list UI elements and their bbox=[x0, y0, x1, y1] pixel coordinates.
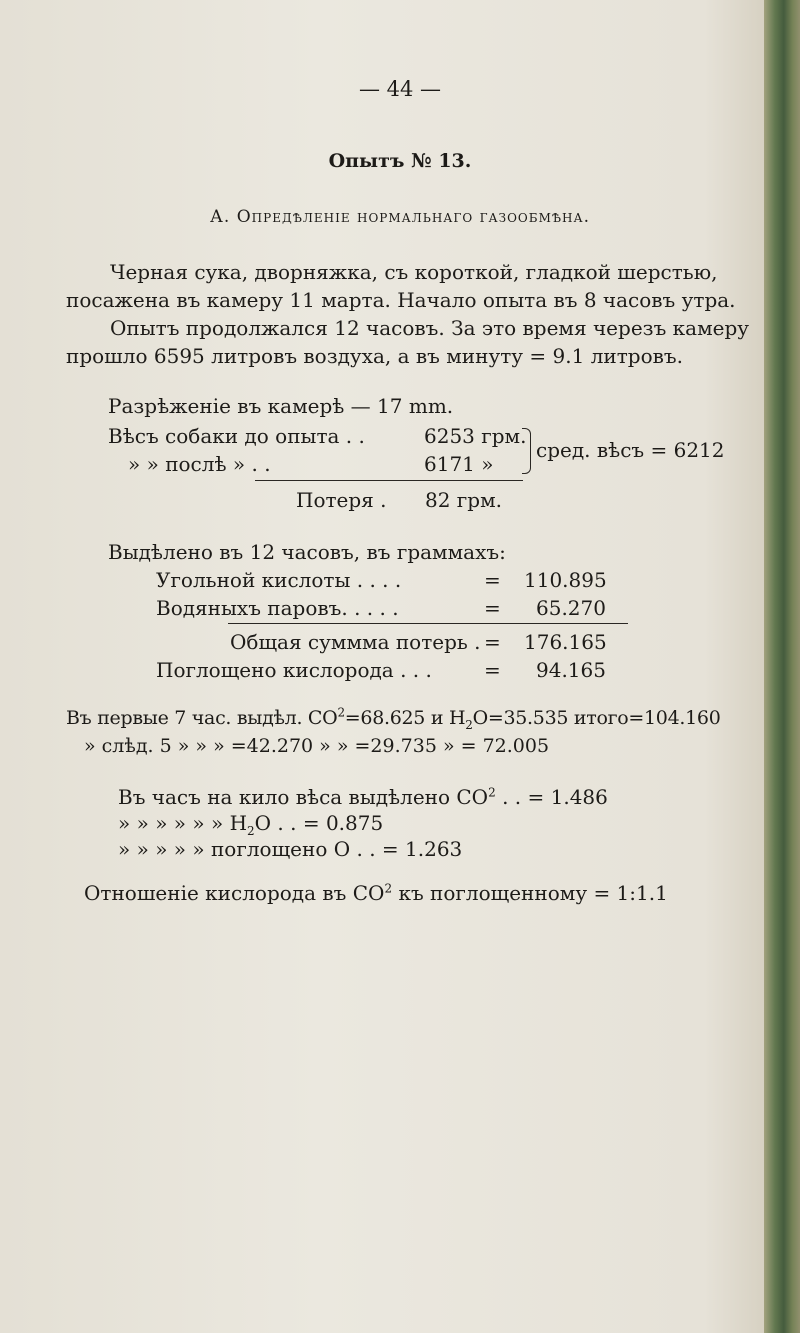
emitted-water-value: 65.270 bbox=[536, 596, 606, 620]
oxygen-value: 94.165 bbox=[536, 658, 606, 682]
oxygen-label: Поглощено кислорода . . . bbox=[156, 658, 432, 682]
weight-loss-label: Потеря . bbox=[296, 488, 387, 512]
page-number: — 44 — bbox=[358, 77, 442, 101]
per-kilo-water: » » » » » » $H_2O$ . . = 0.875 bbox=[118, 811, 384, 838]
weight-before-label: Вѣсъ собаки до опыта . . bbox=[108, 424, 365, 448]
per-kilo-oxygen: » » » » » поглощено O . . = 1.263 bbox=[118, 837, 463, 861]
emitted-total-label: Общая суммма потерь . bbox=[230, 630, 481, 654]
emitted-water-eq: = bbox=[484, 596, 501, 620]
intro-line-3: Опытъ продолжался 12 часовъ. За это время черезъ камеру bbox=[110, 316, 750, 340]
oxygen-eq: = bbox=[484, 658, 501, 682]
intro-line-2: посажена въ камеру 11 марта. Начало опыта въ 8 часовъ утра. bbox=[66, 288, 736, 312]
experiment-title: Опытъ № 13. bbox=[328, 150, 472, 172]
section-title: А. Опредѣленіе нормальнаго газообмѣна. bbox=[210, 207, 590, 227]
emitted-co2-eq: = bbox=[484, 568, 501, 592]
weight-after-value: 6171 » bbox=[424, 452, 494, 476]
page-edge bbox=[764, 0, 800, 1333]
emitted-co2-value: 110.895 bbox=[524, 568, 607, 592]
weight-brace bbox=[522, 428, 531, 474]
ratio: Отношеніе кислорода въ $CO^2$ къ поглощенному = 1:1.1 bbox=[84, 881, 668, 905]
emitted-total-eq: = bbox=[484, 630, 501, 654]
per-kilo-co2: Въ часъ на кило вѣса выдѣлено $CO^2$ . . = 1.486 bbox=[118, 785, 608, 809]
rarefaction: Разрѣженіе въ камерѣ — 17 mm. bbox=[108, 394, 454, 418]
emitted-total-value: 176.165 bbox=[524, 630, 607, 654]
intro-line-4: прошло 6595 литровъ воздуха, а въ минуту = 9.1 литровъ. bbox=[66, 344, 683, 368]
weight-average: сред. вѣсъ = 6212 bbox=[536, 438, 725, 462]
emitted-water-label: Водяныхъ паровъ. . . . . bbox=[156, 596, 399, 620]
emitted-rule bbox=[228, 623, 628, 624]
emitted-co2-label: Угольной кислоты . . . . bbox=[156, 568, 402, 592]
intro-line-1: Черная сука, дворняжка, съ короткой, гладкой шерстью, bbox=[110, 260, 718, 284]
period-next: » слѣд. 5 » » » =42.270 » » =29.735 » = 72.005 bbox=[84, 735, 550, 757]
emitted-heading: Выдѣлено въ 12 часовъ, въ граммахъ: bbox=[108, 540, 506, 564]
weight-loss-value: 82 грм. bbox=[425, 488, 503, 512]
period-first: Въ первые 7 час. выдѣл. $CO^2=68.625$ и $H_2O=35.535$ итого=104.160 bbox=[66, 705, 721, 732]
weight-after-label: » » послѣ » . . bbox=[128, 452, 271, 476]
weight-before-value: 6253 грм. bbox=[424, 424, 527, 448]
weight-rule bbox=[255, 480, 523, 481]
